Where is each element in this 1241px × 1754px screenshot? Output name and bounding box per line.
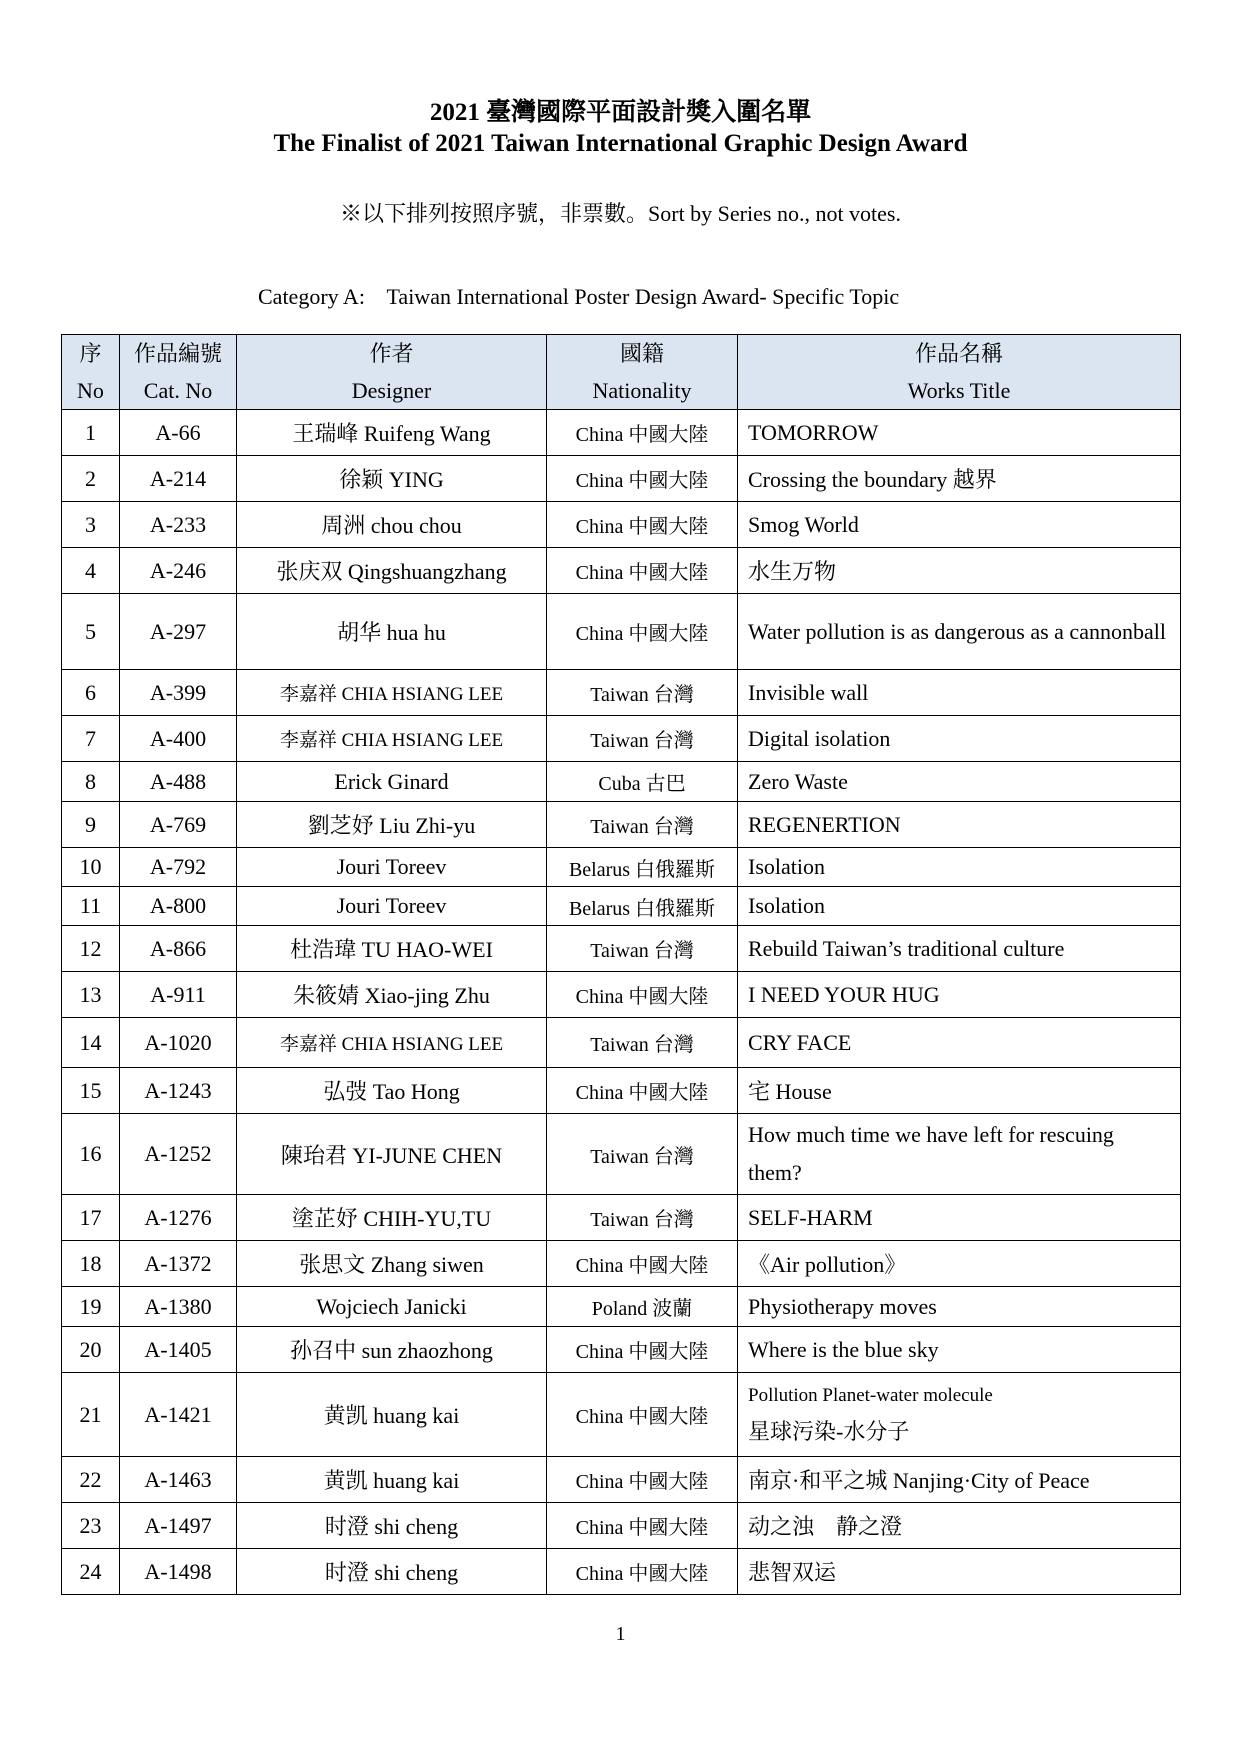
row-cat-no: A-1498 [120,1549,237,1595]
row-nationality: China 中國大陸 [547,1503,738,1549]
row-nationality: Belarus 白俄羅斯 [547,848,738,887]
table-row [62,1114,1181,1195]
row-nationality: China 中國大陸 [547,1457,738,1503]
header-nationality: 國籍 Nationality [547,335,738,410]
row-designer: 张思文 Zhang siwen [237,1241,547,1287]
table-row [62,502,1181,548]
row-designer: 时澄 shi cheng [237,1503,547,1549]
row-no: 9 [62,802,120,848]
row-no: 8 [62,762,120,802]
row-designer: 李嘉祥 CHIA HSIANG LEE [237,716,547,762]
row-works-title: 水生万物 [738,548,1181,594]
row-cat-no: A-1405 [120,1327,237,1373]
row-cat-no: A-233 [120,502,237,548]
table-row [62,1287,1181,1327]
row-cat-no: A-1380 [120,1287,237,1327]
row-cat-no: A-769 [120,802,237,848]
row-no: 7 [62,716,120,762]
row-works-title: Isolation [738,887,1181,926]
table-header-row [62,335,1181,410]
table-row [62,456,1181,502]
row-no: 3 [62,502,120,548]
row-cat-no: A-400 [120,716,237,762]
row-nationality: China 中國大陸 [547,594,738,670]
row-nationality: China 中國大陸 [547,410,738,456]
row-no: 23 [62,1503,120,1549]
row-designer: 黄凯 huang kai [237,1457,547,1503]
table-row [62,410,1181,456]
row-works-title: Invisible wall [738,670,1181,716]
row-no: 21 [62,1373,120,1457]
row-no: 19 [62,1287,120,1327]
table-row [62,670,1181,716]
row-designer: 周洲 chou chou [237,502,547,548]
table-row [62,887,1181,926]
row-cat-no: A-1497 [120,1503,237,1549]
row-works-title: 动之浊 静之澄 [738,1503,1181,1549]
page-number: 1 [615,1623,626,1645]
row-no: 18 [62,1241,120,1287]
row-nationality: Poland 波蘭 [547,1287,738,1327]
row-works-title: I NEED YOUR HUG [738,972,1181,1018]
row-designer: 陳珆君 YI-JUNE CHEN [237,1114,547,1195]
row-no: 12 [62,926,120,972]
row-designer: 张庆双 Qingshuangzhang [237,548,547,594]
row-cat-no: A-1252 [120,1114,237,1195]
row-works-title: Crossing the boundary 越界 [738,456,1181,502]
row-cat-no: A-297 [120,594,237,670]
row-cat-no: A-488 [120,762,237,802]
row-cat-no: A-1463 [120,1457,237,1503]
finalist-table [61,334,1181,1595]
row-designer: 孙召中 sun zhaozhong [237,1327,547,1373]
row-works-title: CRY FACE [738,1018,1181,1068]
row-works-title: Zero Waste [738,762,1181,802]
row-cat-no: A-1276 [120,1195,237,1241]
row-cat-no: A-911 [120,972,237,1018]
row-no: 14 [62,1018,120,1068]
header-works-title: 作品名稱 Works Title [738,335,1181,410]
row-nationality: Taiwan 台灣 [547,926,738,972]
row-works-title: Smog World [738,502,1181,548]
row-designer: 王瑞峰 Ruifeng Wang [237,410,547,456]
table-row [62,848,1181,887]
row-cat-no: A-800 [120,887,237,926]
row-works-title: Water pollution is as dangerous as a cannonball [738,594,1181,670]
row-nationality: Taiwan 台灣 [547,1018,738,1068]
row-nationality: China 中國大陸 [547,1549,738,1595]
row-designer: 时澄 shi cheng [237,1549,547,1595]
row-no: 4 [62,548,120,594]
row-designer: 胡华 hua hu [237,594,547,670]
row-cat-no: A-866 [120,926,237,972]
row-no: 17 [62,1195,120,1241]
table-row [62,594,1181,670]
row-works-title: Physiotherapy moves [738,1287,1181,1327]
row-nationality: China 中國大陸 [547,502,738,548]
row-works-title: Isolation [738,848,1181,887]
row-cat-no: A-399 [120,670,237,716]
row-designer: 徐颖 YING [237,456,547,502]
row-works-title: 《Air pollution》 [738,1241,1181,1287]
works-title-line-2: 星球污染-水分子 [748,1418,910,1444]
table-row [62,1549,1181,1595]
row-no: 22 [62,1457,120,1503]
table-row [62,762,1181,802]
row-works-title: REGENERTION [738,802,1181,848]
row-cat-no: A-1243 [120,1068,237,1114]
row-no: 5 [62,594,120,670]
row-designer: 黄凯 huang kai [237,1373,547,1457]
row-works-title: 南京·和平之城 Nanjing·City of Peace [738,1457,1181,1503]
row-nationality: China 中國大陸 [547,1068,738,1114]
row-cat-no: A-792 [120,848,237,887]
row-designer: 劉芝妤 Liu Zhi-yu [237,802,547,848]
row-works-title: 宅 House [738,1068,1181,1114]
row-nationality: Taiwan 台灣 [547,670,738,716]
row-nationality: Belarus 白俄羅斯 [547,887,738,926]
row-nationality: Taiwan 台灣 [547,1195,738,1241]
row-works-title: TOMORROW [738,410,1181,456]
page-title-english: The Finalist of 2021 Taiwan International Graphic Design Award [273,130,968,157]
row-nationality: China 中國大陸 [547,548,738,594]
row-nationality: Cuba 古巴 [547,762,738,802]
table-row [62,1503,1181,1549]
row-works-title: 悲智双运 [738,1549,1181,1595]
row-designer: 弘弢 Tao Hong [237,1068,547,1114]
table-row [62,1457,1181,1503]
row-no: 20 [62,1327,120,1373]
table-row [62,1068,1181,1114]
table-row [62,926,1181,972]
row-no: 2 [62,456,120,502]
category-label: Category A: Taiwan International Poster Design Award- Specific Topic [258,284,900,309]
table-row [62,548,1181,594]
row-designer: 李嘉祥 CHIA HSIANG LEE [237,1018,547,1068]
row-nationality: Taiwan 台灣 [547,716,738,762]
row-nationality: China 中國大陸 [547,1373,738,1457]
table-row [62,1195,1181,1241]
row-nationality: Taiwan 台灣 [547,1114,738,1195]
row-nationality: China 中國大陸 [547,1241,738,1287]
row-nationality: China 中國大陸 [547,1327,738,1373]
row-works-title [738,1373,1181,1457]
row-no: 15 [62,1068,120,1114]
table-row [62,1241,1181,1287]
table-row [62,1018,1181,1068]
row-nationality: China 中國大陸 [547,456,738,502]
row-no: 11 [62,887,120,926]
row-cat-no: A-1421 [120,1373,237,1457]
row-designer: Jouri Toreev [237,848,547,887]
header-cat-no: 作品編號 Cat. No [120,335,237,410]
row-works-title: Where is the blue sky [738,1327,1181,1373]
works-title-line-1: Pollution Planet-water molecule [748,1384,993,1406]
row-works-title: SELF-HARM [738,1195,1181,1241]
row-no: 10 [62,848,120,887]
row-works-title: Digital isolation [738,716,1181,762]
table-row [62,802,1181,848]
row-nationality: China 中國大陸 [547,972,738,1018]
row-designer: Wojciech Janicki [237,1287,547,1327]
table-row [62,1373,1181,1457]
row-designer: Jouri Toreev [237,887,547,926]
row-designer: 杜浩瑋 TU HAO-WEI [237,926,547,972]
row-cat-no: A-246 [120,548,237,594]
row-cat-no: A-1020 [120,1018,237,1068]
table-row [62,716,1181,762]
row-no: 6 [62,670,120,716]
row-designer: Erick Ginard [237,762,547,802]
row-cat-no: A-66 [120,410,237,456]
row-no: 1 [62,410,120,456]
row-nationality: Taiwan 台灣 [547,802,738,848]
page-title-chinese: 2021 臺灣國際平面設計獎入圍名單 [429,99,812,126]
row-no: 13 [62,972,120,1018]
row-cat-no: A-1372 [120,1241,237,1287]
row-no: 16 [62,1114,120,1195]
row-no: 24 [62,1549,120,1595]
row-designer: 李嘉祥 CHIA HSIANG LEE [237,670,547,716]
row-designer: 塗芷妤 CHIH-YU,TU [237,1195,547,1241]
table-row [62,1327,1181,1373]
table-row [62,972,1181,1018]
row-works-title: Rebuild Taiwan’s traditional culture [738,926,1181,972]
header-designer: 作者 Designer [237,335,547,410]
header-no: 序 No [62,335,120,410]
row-cat-no: A-214 [120,456,237,502]
row-works-title: How much time we have left for rescuing them? [738,1114,1181,1195]
sort-note: ※以下排列按照序號，非票數。Sort by Series no., not votes. [340,201,901,226]
row-designer: 朱筱婧 Xiao-jing Zhu [237,972,547,1018]
